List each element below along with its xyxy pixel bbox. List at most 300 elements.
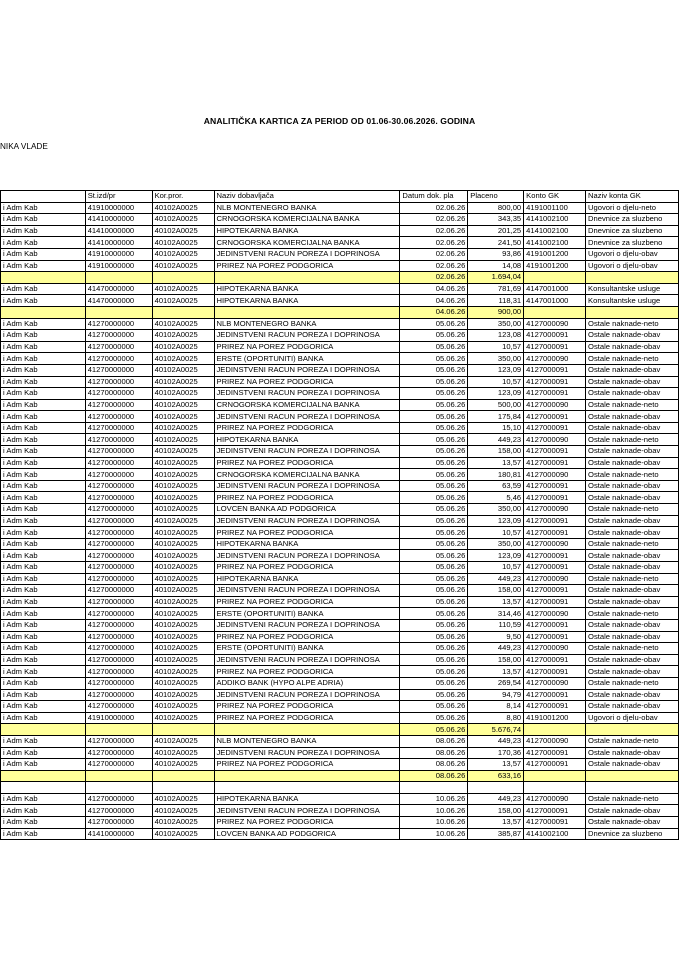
gl-name-cell: Ostale naknade-neto [586,677,679,689]
table-row [1,515,679,527]
amount-cell: 13,57 [468,759,524,771]
date-cell: 05.06.26 [400,573,468,585]
budget-cell: 40102A0025 [152,353,214,365]
date-cell: 05.06.26 [400,538,468,550]
gl-name-cell: Ostale naknade-neto [586,573,679,585]
supplier-cell: PRIREZ NA POREZ PODGORICA [214,457,400,469]
table-row [1,527,679,539]
account-cell: 41910000000 [85,712,152,724]
amount-cell: 110,59 [468,619,524,631]
date-cell: 05.06.26 [400,353,468,365]
date-cell: 05.06.26 [400,469,468,481]
table-row [1,805,679,817]
unit-cell: i Adm Kab [1,666,86,678]
table-row [1,341,679,353]
gl-name-cell: Ostale naknade-obav [586,805,679,817]
gl-name-cell: Ostale naknade-neto [586,469,679,481]
gl-account-cell: 4127000091 [524,422,586,434]
table-row [1,677,679,689]
budget-cell: 40102A0025 [152,527,214,539]
date-cell: 05.06.26 [400,619,468,631]
budget-cell: 40102A0025 [152,260,214,272]
gl-name-cell: Ostale naknade-obav [586,689,679,701]
amount-cell: 123,09 [468,364,524,376]
unit-cell: i Adm Kab [1,364,86,376]
date-cell: 08.06.26 [400,747,468,759]
ledger-table [0,190,679,840]
table-header-row [1,191,679,203]
table-row [1,480,679,492]
supplier-cell [214,724,400,736]
budget-cell: 40102A0025 [152,689,214,701]
date-cell: 05.06.26 [400,689,468,701]
gl-account-cell: 4127000091 [524,515,586,527]
gl-name-cell: Ostale naknade-obav [586,759,679,771]
supplier-cell: ADDIKO BANK (HYPO ALPE ADRIA) [214,677,400,689]
budget-cell: 40102A0025 [152,759,214,771]
gl-account-cell: 4127000091 [524,631,586,643]
gl-name-cell [586,782,679,794]
amount-cell: 10,57 [468,376,524,388]
budget-cell: 40102A0025 [152,492,214,504]
budget-cell [152,724,214,736]
gl-name-cell: Dnevnice za sluzbeno [586,214,679,226]
date-cell: 02.06.26 [400,214,468,226]
amount-cell: 10,57 [468,562,524,574]
table-row [1,434,679,446]
gl-account-cell [524,306,586,318]
amount-cell: 175,84 [468,411,524,423]
table-row [1,689,679,701]
subtotal-row [1,306,679,318]
date-cell: 02.06.26 [400,225,468,237]
gl-name-cell: Ostale naknade-obav [586,457,679,469]
amount-cell: 118,31 [468,295,524,307]
unit-cell: i Adm Kab [1,376,86,388]
gl-name-cell: Ostale naknade-obav [586,388,679,400]
amount-cell: 123,09 [468,388,524,400]
account-cell: 41410000000 [85,828,152,840]
account-cell: 41270000000 [85,504,152,516]
amount-cell: 350,00 [468,538,524,550]
date-cell: 08.06.26 [400,735,468,747]
table-row [1,411,679,423]
date-cell: 05.06.26 [400,330,468,342]
table-row [1,422,679,434]
table-row [1,747,679,759]
gl-account-cell: 4127000091 [524,666,586,678]
table-row [1,504,679,516]
budget-cell: 40102A0025 [152,585,214,597]
account-cell: 41270000000 [85,643,152,655]
gl-name-cell: Ostale naknade-neto [586,504,679,516]
account-cell: 41270000000 [85,759,152,771]
date-cell: 05.06.26 [400,341,468,353]
unit-cell: i Adm Kab [1,202,86,214]
unit-cell: i Adm Kab [1,341,86,353]
supplier-cell: JEDINSTVENI RACUN POREZA I DOPRINOSA [214,364,400,376]
budget-cell: 40102A0025 [152,469,214,481]
gl-name-cell: Ostale naknade-obav [586,666,679,678]
gl-name-cell: Ostale naknade-neto [586,538,679,550]
gl-account-cell: 4127000091 [524,341,586,353]
date-cell: 10.06.26 [400,817,468,829]
table-row [1,817,679,829]
account-cell: 41270000000 [85,654,152,666]
account-cell: 41270000000 [85,318,152,330]
unit-cell: i Adm Kab [1,457,86,469]
unit-cell: i Adm Kab [1,353,86,365]
supplier-cell: JEDINSTVENI RACUN POREZA I DOPRINOSA [214,689,400,701]
amount-cell [468,782,524,794]
supplier-cell: PRIREZ NA POREZ PODGORICA [214,596,400,608]
gl-account-cell: 4127000090 [524,608,586,620]
account-cell: 41270000000 [85,457,152,469]
budget-cell: 40102A0025 [152,573,214,585]
date-cell: 05.06.26 [400,701,468,713]
account-cell: 41270000000 [85,434,152,446]
budget-cell: 40102A0025 [152,341,214,353]
unit-cell: i Adm Kab [1,805,86,817]
date-cell: 10.06.26 [400,805,468,817]
amount-cell: 123,08 [468,330,524,342]
date-cell: 05.06.26 [400,422,468,434]
gl-name-cell: Ostale naknade-obav [586,562,679,574]
table-row [1,654,679,666]
supplier-cell: JEDINSTVENI RACUN POREZA I DOPRINOSA [214,248,400,260]
supplier-cell: CRNOGORSKA KOMERCIJALNA BANKA [214,214,400,226]
amount-cell: 241,50 [468,237,524,249]
gl-account-cell: 4191001200 [524,712,586,724]
unit-cell: i Adm Kab [1,504,86,516]
budget-cell: 40102A0025 [152,457,214,469]
date-cell: 05.06.26 [400,399,468,411]
gl-account-cell [524,782,586,794]
amount-cell: 449,23 [468,434,524,446]
account-cell: 41270000000 [85,353,152,365]
budget-cell: 40102A0025 [152,735,214,747]
unit-cell: i Adm Kab [1,330,86,342]
date-cell: 05.06.26 [400,388,468,400]
supplier-cell: PRIREZ NA POREZ PODGORICA [214,341,400,353]
amount-cell: 13,57 [468,817,524,829]
account-cell [85,306,152,318]
unit-cell: i Adm Kab [1,585,86,597]
unit-cell [1,306,86,318]
account-cell: 41270000000 [85,677,152,689]
unit-cell: i Adm Kab [1,608,86,620]
account-cell: 41270000000 [85,735,152,747]
unit-cell: i Adm Kab [1,480,86,492]
supplier-cell: PRIREZ NA POREZ PODGORICA [214,422,400,434]
amount-cell: 15,10 [468,422,524,434]
gl-account-cell: 4127000091 [524,527,586,539]
date-cell: 05.06.26 [400,562,468,574]
table-row [1,202,679,214]
table-row [1,388,679,400]
account-cell: 41270000000 [85,411,152,423]
date-cell: 05.06.26 [400,515,468,527]
supplier-cell: PRIREZ NA POREZ PODGORICA [214,260,400,272]
amount-cell: 1.694,04 [468,272,524,284]
gl-name-cell: Ostale naknade-neto [586,643,679,655]
gl-name-cell: Dnevnice za sluzbeno [586,225,679,237]
date-cell: 08.06.26 [400,759,468,771]
unit-cell: i Adm Kab [1,399,86,411]
budget-cell: 40102A0025 [152,805,214,817]
unit-cell: i Adm Kab [1,759,86,771]
supplier-cell: HIPOTEKARNA BANKA [214,295,400,307]
budget-cell: 40102A0025 [152,422,214,434]
date-cell [400,782,468,794]
unit-cell: i Adm Kab [1,492,86,504]
gl-account-cell: 4141002100 [524,225,586,237]
amount-cell: 5,46 [468,492,524,504]
unit-cell: i Adm Kab [1,295,86,307]
amount-cell: 170,36 [468,747,524,759]
supplier-cell: JEDINSTVENI RACUN POREZA I DOPRINOSA [214,619,400,631]
gl-account-cell: 4127000091 [524,701,586,713]
account-cell: 41910000000 [85,260,152,272]
gl-name-cell: Ostale naknade-obav [586,596,679,608]
amount-cell: 633,16 [468,770,524,782]
account-cell [85,272,152,284]
table-row [1,295,679,307]
unit-cell: i Adm Kab [1,735,86,747]
amount-cell: 13,57 [468,666,524,678]
supplier-cell: PRIREZ NA POREZ PODGORICA [214,666,400,678]
date-cell: 08.06.26 [400,770,468,782]
amount-cell: 350,00 [468,318,524,330]
table-row [1,701,679,713]
gl-name-cell: Konsultantske usluge [586,295,679,307]
report-title: ANALITIČKA KARTICA ZA PERIOD OD 01.06-30.06.2026. GODINA [203,116,476,126]
table-row [1,793,679,805]
amount-cell: 449,23 [468,573,524,585]
date-cell: 05.06.26 [400,411,468,423]
budget-cell: 40102A0025 [152,643,214,655]
gl-account-cell: 4127000091 [524,585,586,597]
amount-cell: 449,23 [468,643,524,655]
ledger-sheet [0,190,679,840]
budget-cell: 40102A0025 [152,515,214,527]
account-cell: 41270000000 [85,364,152,376]
supplier-cell: PRIREZ NA POREZ PODGORICA [214,527,400,539]
supplier-cell: JEDINSTVENI RACUN POREZA I DOPRINOSA [214,411,400,423]
supplier-cell: ERSTE (OPORTUNITI) BANKA [214,353,400,365]
gl-account-cell: 4127000091 [524,330,586,342]
gl-name-cell [586,770,679,782]
amount-cell: 269,54 [468,677,524,689]
gl-name-cell: Ostale naknade-neto [586,793,679,805]
gl-name-cell [586,724,679,736]
gl-account-cell: 4141002100 [524,214,586,226]
date-cell: 05.06.26 [400,654,468,666]
supplier-cell: PRIREZ NA POREZ PODGORICA [214,376,400,388]
amount-cell: 449,23 [468,735,524,747]
account-cell: 41270000000 [85,399,152,411]
budget-cell: 40102A0025 [152,596,214,608]
budget-cell: 40102A0025 [152,237,214,249]
gl-account-cell: 4141002100 [524,237,586,249]
unit-cell: i Adm Kab [1,596,86,608]
unit-cell: i Adm Kab [1,689,86,701]
gl-account-cell: 4191001200 [524,260,586,272]
account-cell: 41410000000 [85,237,152,249]
account-cell: 41270000000 [85,701,152,713]
gl-name-cell: Ostale naknade-obav [586,364,679,376]
gl-account-cell: 4127000091 [524,817,586,829]
gl-name-cell: Ostale naknade-obav [586,341,679,353]
date-cell: 05.06.26 [400,457,468,469]
budget-cell: 40102A0025 [152,504,214,516]
amount-cell: 13,57 [468,596,524,608]
column-header: Datum dok. pla [400,191,468,203]
account-cell: 41270000000 [85,631,152,643]
account-cell: 41270000000 [85,388,152,400]
amount-cell: 5.676,74 [468,724,524,736]
account-cell: 41270000000 [85,492,152,504]
unit-cell: i Adm Kab [1,677,86,689]
supplier-cell: LOVCEN BANKA AD PODGORICA [214,504,400,516]
supplier-cell: HIPOTEKARNA BANKA [214,793,400,805]
supplier-cell: JEDINSTVENI RACUN POREZA I DOPRINOSA [214,388,400,400]
column-header: Placeno [468,191,524,203]
gl-name-cell: Ostale naknade-obav [586,411,679,423]
unit-cell: i Adm Kab [1,237,86,249]
unit-cell: i Adm Kab [1,434,86,446]
gl-name-cell: Ugovori o djelu-neto [586,202,679,214]
amount-cell: 10,57 [468,527,524,539]
subtotal-row [1,272,679,284]
amount-cell: 350,00 [468,353,524,365]
table-row [1,643,679,655]
supplier-cell: HIPOTEKARNA BANKA [214,538,400,550]
gl-account-cell: 4127000091 [524,805,586,817]
unit-cell: i Adm Kab [1,527,86,539]
amount-cell: 314,46 [468,608,524,620]
account-cell [85,724,152,736]
budget-cell: 40102A0025 [152,225,214,237]
gl-account-cell: 4127000091 [524,562,586,574]
gl-account-cell: 4127000090 [524,504,586,516]
unit-cell: i Adm Kab [1,538,86,550]
table-row [1,469,679,481]
table-row [1,399,679,411]
amount-cell: 800,00 [468,202,524,214]
unit-cell: i Adm Kab [1,283,86,295]
date-cell: 05.06.26 [400,712,468,724]
unit-cell: i Adm Kab [1,388,86,400]
budget-cell: 40102A0025 [152,434,214,446]
supplier-cell: CRNOGORSKA KOMERCIJALNA BANKA [214,469,400,481]
account-cell: 41270000000 [85,446,152,458]
table-row [1,225,679,237]
gl-name-cell: Ostale naknade-obav [586,701,679,713]
gl-account-cell: 4141002100 [524,828,586,840]
blank-row [1,782,679,794]
budget-cell [152,782,214,794]
unit-cell: i Adm Kab [1,411,86,423]
supplier-cell [214,770,400,782]
budget-cell: 40102A0025 [152,550,214,562]
gl-account-cell [524,272,586,284]
gl-account-cell: 4127000091 [524,376,586,388]
table-row [1,712,679,724]
supplier-cell: PRIREZ NA POREZ PODGORICA [214,631,400,643]
amount-cell: 180,81 [468,469,524,481]
gl-account-cell: 4127000091 [524,596,586,608]
gl-name-cell: Ostale naknade-obav [586,619,679,631]
gl-name-cell: Ostale naknade-neto [586,399,679,411]
budget-cell: 40102A0025 [152,608,214,620]
account-cell [85,782,152,794]
unit-cell: i Adm Kab [1,828,86,840]
gl-account-cell: 4127000090 [524,469,586,481]
budget-cell: 40102A0025 [152,364,214,376]
budget-cell [152,272,214,284]
budget-cell: 40102A0025 [152,399,214,411]
unit-cell: i Adm Kab [1,248,86,260]
gl-account-cell [524,770,586,782]
unit-cell: i Adm Kab [1,469,86,481]
account-cell: 41910000000 [85,248,152,260]
table-row [1,364,679,376]
gl-name-cell: Ostale naknade-obav [586,376,679,388]
gl-account-cell: 4127000091 [524,411,586,423]
date-cell: 05.06.26 [400,585,468,597]
date-cell: 05.06.26 [400,666,468,678]
budget-cell: 40102A0025 [152,283,214,295]
supplier-cell: ERSTE (OPORTUNITI) BANKA [214,643,400,655]
account-cell: 41470000000 [85,295,152,307]
gl-account-cell: 4127000091 [524,388,586,400]
unit-cell: i Adm Kab [1,260,86,272]
amount-cell: 449,23 [468,793,524,805]
gl-account-cell: 4127000090 [524,643,586,655]
ledger-body [1,202,679,840]
account-cell: 41910000000 [85,202,152,214]
table-row [1,759,679,771]
budget-cell: 40102A0025 [152,411,214,423]
gl-account-cell: 4127000090 [524,677,586,689]
account-cell: 41270000000 [85,330,152,342]
supplier-cell [214,272,400,284]
gl-account-cell: 4191001100 [524,202,586,214]
table-row [1,585,679,597]
amount-cell: 94,79 [468,689,524,701]
gl-account-cell: 4127000091 [524,747,586,759]
amount-cell: 9,50 [468,631,524,643]
amount-cell: 8,80 [468,712,524,724]
amount-cell: 158,00 [468,805,524,817]
account-cell: 41410000000 [85,214,152,226]
amount-cell: 350,00 [468,504,524,516]
gl-name-cell: Ostale naknade-obav [586,330,679,342]
account-cell: 41270000000 [85,817,152,829]
gl-account-cell: 4147001000 [524,283,586,295]
unit-cell: i Adm Kab [1,225,86,237]
unit-cell: i Adm Kab [1,793,86,805]
gl-account-cell: 4127000091 [524,689,586,701]
gl-account-cell: 4147001000 [524,295,586,307]
supplier-cell [214,782,400,794]
gl-name-cell: Ostale naknade-neto [586,318,679,330]
budget-cell: 40102A0025 [152,619,214,631]
unit-cell: i Adm Kab [1,631,86,643]
table-row [1,619,679,631]
gl-account-cell: 4127000091 [524,446,586,458]
